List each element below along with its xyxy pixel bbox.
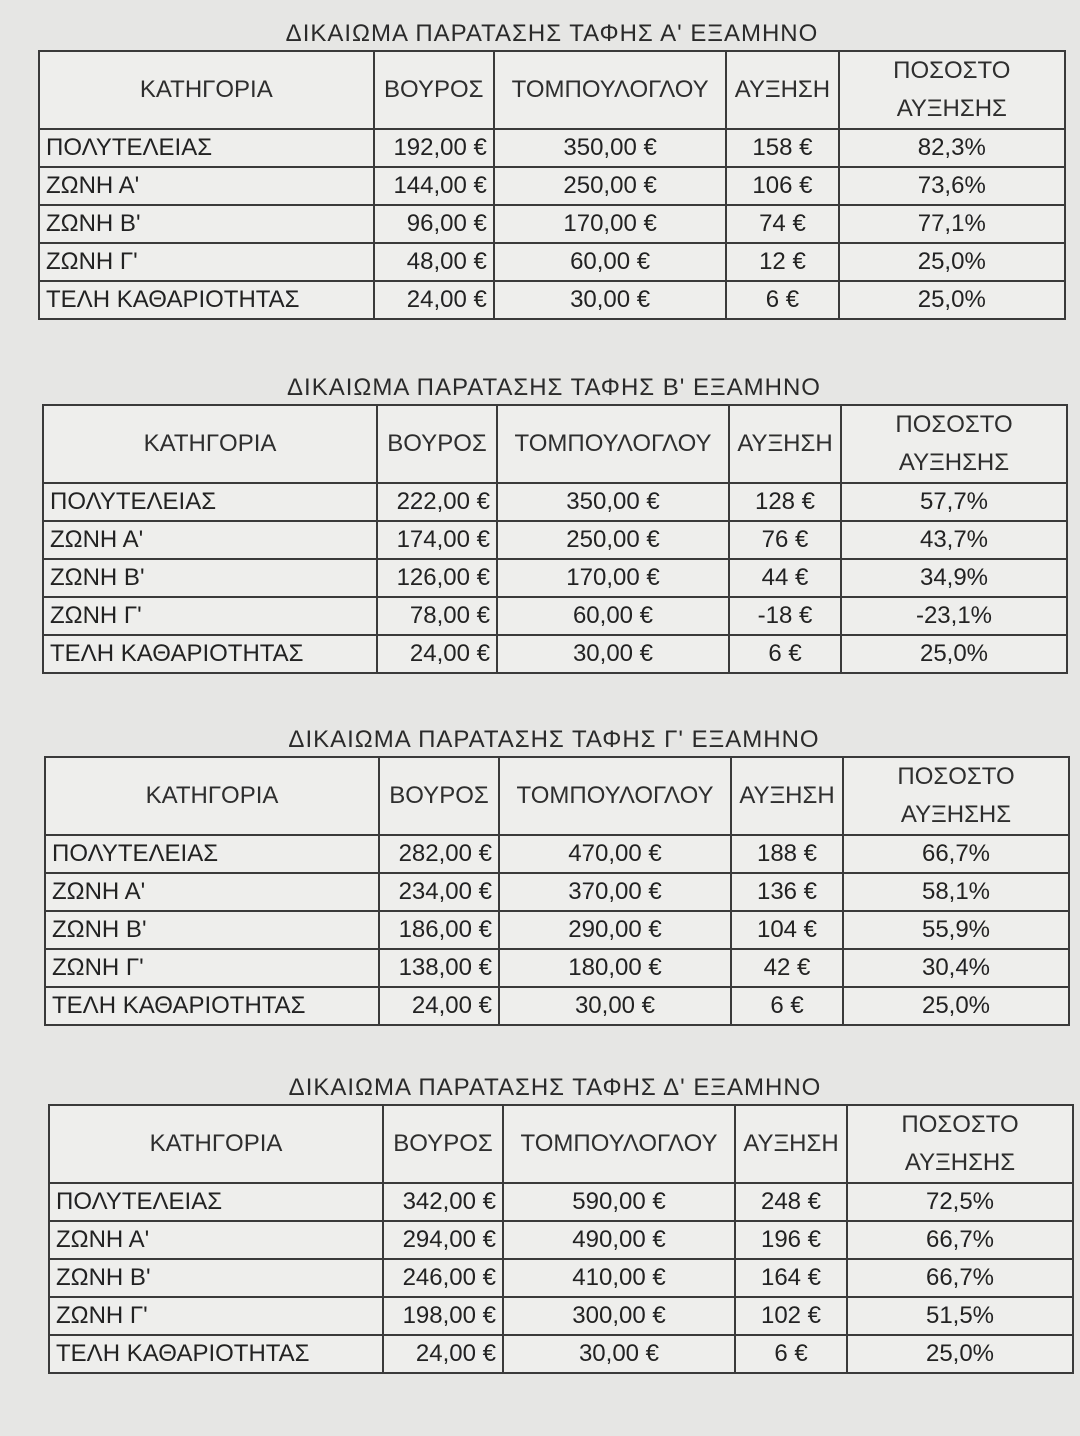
cell-percent: 34,9% (841, 559, 1067, 597)
table-row (43, 521, 1067, 559)
fee-table (44, 756, 1070, 1026)
section-title: ΔΙΚΑΙΩΜΑ ΠΑΡΑΤΑΣΗΣ ΤΑΦΗΣ Γ' ΕΞΑΜΗΝΟ (288, 726, 820, 753)
cell-increase: 76 € (729, 521, 841, 559)
cell-tompoulogloy: 300,00 € (503, 1297, 735, 1335)
cell-increase: 128 € (729, 483, 841, 521)
header-increase: ΑΥΞΗΣΗ (735, 1105, 847, 1183)
cell-increase: 102 € (735, 1297, 847, 1335)
section-title: ΔΙΚΑΙΩΜΑ ΠΑΡΑΤΑΣΗΣ ΤΑΦΗΣ Δ' ΕΞΑΜΗΝΟ (288, 1074, 822, 1101)
cell-percent: 25,0% (843, 987, 1069, 1025)
header-category: ΚΑΤΗΓΟΡΙΑ (49, 1105, 383, 1183)
cell-vouros: 96,00 € (374, 205, 494, 243)
header-percent (843, 757, 1069, 835)
cell-percent: 55,9% (843, 911, 1069, 949)
cell-vouros: 192,00 € (374, 129, 494, 167)
table-row (39, 167, 1065, 205)
table-row (49, 1297, 1073, 1335)
cell-increase: 6 € (729, 635, 841, 673)
table-row (43, 635, 1067, 673)
cell-tompoulogloy: 350,00 € (497, 483, 729, 521)
table-row (49, 1183, 1073, 1221)
cell-category: ΖΩΝΗ Β' (45, 911, 379, 949)
cell-vouros: 24,00 € (374, 281, 494, 319)
cell-increase: 106 € (726, 167, 838, 205)
cell-vouros: 198,00 € (383, 1297, 503, 1335)
cell-category: ΠΟΛΥΤΕΛΕΙΑΣ (45, 835, 379, 873)
cell-tompoulogloy: 30,00 € (503, 1335, 735, 1373)
cell-tompoulogloy: 30,00 € (497, 635, 729, 673)
cell-vouros: 144,00 € (374, 167, 494, 205)
cell-category: ΖΩΝΗ Γ' (43, 597, 377, 635)
cell-category: ΖΩΝΗ Β' (49, 1259, 383, 1297)
header-increase: ΑΥΞΗΣΗ (731, 757, 843, 835)
cell-percent: 30,4% (843, 949, 1069, 987)
cell-increase: 42 € (731, 949, 843, 987)
cell-percent: 72,5% (847, 1183, 1073, 1221)
cell-vouros: 294,00 € (383, 1221, 503, 1259)
cell-tompoulogloy: 250,00 € (497, 521, 729, 559)
cell-tompoulogloy: 290,00 € (499, 911, 731, 949)
cell-tompoulogloy: 30,00 € (494, 281, 726, 319)
cell-vouros: 246,00 € (383, 1259, 503, 1297)
header-tompoulogloy: ΤΟΜΠΟΥΛΟΓΛΟΥ (497, 405, 729, 483)
table-row (49, 1221, 1073, 1259)
cell-tompoulogloy: 170,00 € (497, 559, 729, 597)
cell-increase: 196 € (735, 1221, 847, 1259)
cell-percent: 25,0% (841, 635, 1067, 673)
header-tompoulogloy: ΤΟΜΠΟΥΛΟΓΛΟΥ (499, 757, 731, 835)
header-row (49, 1105, 1073, 1183)
cell-percent: 77,1% (839, 205, 1065, 243)
fee-section (42, 372, 1066, 674)
fee-section (44, 724, 1064, 1026)
cell-vouros: 48,00 € (374, 243, 494, 281)
table-row (49, 1259, 1073, 1297)
table-row (45, 911, 1069, 949)
cell-category: ΠΟΛΥΤΕΛΕΙΑΣ (49, 1183, 383, 1221)
cell-increase: 6 € (735, 1335, 847, 1373)
cell-percent: 82,3% (839, 129, 1065, 167)
header-percent-line1: ΠΟΣΟΣΤΟ (897, 763, 1015, 790)
header-percent-line1: ΠΟΣΟΣΤΟ (893, 57, 1011, 84)
fee-table (42, 404, 1068, 674)
table-row (39, 129, 1065, 167)
table-row (49, 1335, 1073, 1373)
cell-increase: 188 € (731, 835, 843, 873)
cell-increase: 6 € (726, 281, 838, 319)
cell-increase: 158 € (726, 129, 838, 167)
cell-category: ΤΕΛΗ ΚΑΘΑΡΙΟΤΗΤΑΣ (43, 635, 377, 673)
cell-increase: 104 € (731, 911, 843, 949)
cell-tompoulogloy: 250,00 € (494, 167, 726, 205)
table-row (39, 243, 1065, 281)
cell-tompoulogloy: 30,00 € (499, 987, 731, 1025)
cell-percent: -23,1% (841, 597, 1067, 635)
cell-increase: 136 € (731, 873, 843, 911)
table-row (43, 597, 1067, 635)
header-percent-line1: ΠΟΣΟΣΤΟ (901, 1111, 1019, 1138)
table-row (45, 949, 1069, 987)
cell-percent: 25,0% (839, 281, 1065, 319)
cell-category: ΖΩΝΗ Α' (49, 1221, 383, 1259)
cell-percent: 66,7% (847, 1221, 1073, 1259)
table-row (45, 835, 1069, 873)
cell-vouros: 126,00 € (377, 559, 497, 597)
cell-tompoulogloy: 180,00 € (499, 949, 731, 987)
cell-percent: 58,1% (843, 873, 1069, 911)
cell-tompoulogloy: 60,00 € (497, 597, 729, 635)
header-percent (841, 405, 1067, 483)
header-percent-line1: ΠΟΣΟΣΤΟ (895, 411, 1013, 438)
cell-vouros: 174,00 € (377, 521, 497, 559)
cell-category: ΤΕΛΗ ΚΑΘΑΡΙΟΤΗΤΑΣ (45, 987, 379, 1025)
header-vouros: ΒΟΥΡΟΣ (374, 51, 494, 129)
cell-category: ΖΩΝΗ Α' (45, 873, 379, 911)
table-row (43, 559, 1067, 597)
header-percent-line2: ΑΥΞΗΣΗΣ (900, 801, 1012, 828)
cell-category: ΖΩΝΗ Α' (39, 167, 374, 205)
cell-vouros: 282,00 € (379, 835, 499, 873)
cell-increase: 248 € (735, 1183, 847, 1221)
section-title: ΔΙΚΑΙΩΜΑ ΠΑΡΑΤΑΣΗΣ ΤΑΦΗΣ Α' ΕΞΑΜΗΝΟ (285, 20, 819, 47)
table-row (39, 205, 1065, 243)
cell-tompoulogloy: 470,00 € (499, 835, 731, 873)
table-row (45, 873, 1069, 911)
cell-increase: 12 € (726, 243, 838, 281)
cell-category: ΤΕΛΗ ΚΑΘΑΡΙΟΤΗΤΑΣ (39, 281, 374, 319)
cell-increase: 74 € (726, 205, 838, 243)
cell-percent: 43,7% (841, 521, 1067, 559)
cell-tompoulogloy: 490,00 € (503, 1221, 735, 1259)
header-row (39, 51, 1065, 129)
header-vouros: ΒΟΥΡΟΣ (383, 1105, 503, 1183)
cell-tompoulogloy: 350,00 € (494, 129, 726, 167)
fee-section (38, 18, 1066, 320)
cell-category: ΖΩΝΗ Α' (43, 521, 377, 559)
fee-section (48, 1072, 1062, 1374)
cell-percent: 25,0% (839, 243, 1065, 281)
cell-vouros: 138,00 € (379, 949, 499, 987)
cell-increase: -18 € (729, 597, 841, 635)
header-percent (839, 51, 1065, 129)
table-row (43, 483, 1067, 521)
cell-vouros: 78,00 € (377, 597, 497, 635)
cell-tompoulogloy: 170,00 € (494, 205, 726, 243)
header-percent-line2: ΑΥΞΗΣΗΣ (904, 1149, 1016, 1176)
cell-category: ΠΟΛΥΤΕΛΕΙΑΣ (43, 483, 377, 521)
cell-vouros: 24,00 € (377, 635, 497, 673)
cell-percent: 66,7% (843, 835, 1069, 873)
header-category: ΚΑΤΗΓΟΡΙΑ (43, 405, 377, 483)
header-increase: ΑΥΞΗΣΗ (729, 405, 841, 483)
cell-increase: 6 € (731, 987, 843, 1025)
cell-percent: 51,5% (847, 1297, 1073, 1335)
cell-percent: 25,0% (847, 1335, 1073, 1373)
header-category: ΚΑΤΗΓΟΡΙΑ (45, 757, 379, 835)
cell-vouros: 342,00 € (383, 1183, 503, 1221)
header-row (43, 405, 1067, 483)
cell-vouros: 186,00 € (379, 911, 499, 949)
cell-percent: 57,7% (841, 483, 1067, 521)
cell-tompoulogloy: 410,00 € (503, 1259, 735, 1297)
cell-vouros: 24,00 € (383, 1335, 503, 1373)
header-tompoulogloy: ΤΟΜΠΟΥΛΟΓΛΟΥ (494, 51, 726, 129)
cell-vouros: 234,00 € (379, 873, 499, 911)
section-title: ΔΙΚΑΙΩΜΑ ΠΑΡΑΤΑΣΗΣ ΤΑΦΗΣ Β' ΕΞΑΜΗΝΟ (287, 374, 821, 401)
cell-percent: 66,7% (847, 1259, 1073, 1297)
cell-category: ΖΩΝΗ Β' (43, 559, 377, 597)
header-tompoulogloy: ΤΟΜΠΟΥΛΟΓΛΟΥ (503, 1105, 735, 1183)
cell-percent: 73,6% (839, 167, 1065, 205)
fee-table (38, 50, 1066, 320)
cell-tompoulogloy: 590,00 € (503, 1183, 735, 1221)
cell-increase: 44 € (729, 559, 841, 597)
cell-vouros: 222,00 € (377, 483, 497, 521)
header-percent (847, 1105, 1073, 1183)
cell-category: ΖΩΝΗ Β' (39, 205, 374, 243)
header-percent-line2: ΑΥΞΗΣΗΣ (898, 449, 1010, 476)
header-category: ΚΑΤΗΓΟΡΙΑ (39, 51, 374, 129)
cell-tompoulogloy: 370,00 € (499, 873, 731, 911)
table-row (45, 987, 1069, 1025)
cell-category: ΠΟΛΥΤΕΛΕΙΑΣ (39, 129, 374, 167)
header-vouros: ΒΟΥΡΟΣ (379, 757, 499, 835)
fee-table (48, 1104, 1074, 1374)
cell-vouros: 24,00 € (379, 987, 499, 1025)
cell-increase: 164 € (735, 1259, 847, 1297)
cell-category: ΖΩΝΗ Γ' (49, 1297, 383, 1335)
cell-category: ΖΩΝΗ Γ' (39, 243, 374, 281)
header-row (45, 757, 1069, 835)
header-increase: ΑΥΞΗΣΗ (726, 51, 838, 129)
table-row (39, 281, 1065, 319)
cell-category: ΤΕΛΗ ΚΑΘΑΡΙΟΤΗΤΑΣ (49, 1335, 383, 1373)
cell-category: ΖΩΝΗ Γ' (45, 949, 379, 987)
header-vouros: ΒΟΥΡΟΣ (377, 405, 497, 483)
cell-tompoulogloy: 60,00 € (494, 243, 726, 281)
header-percent-line2: ΑΥΞΗΣΗΣ (896, 95, 1007, 122)
